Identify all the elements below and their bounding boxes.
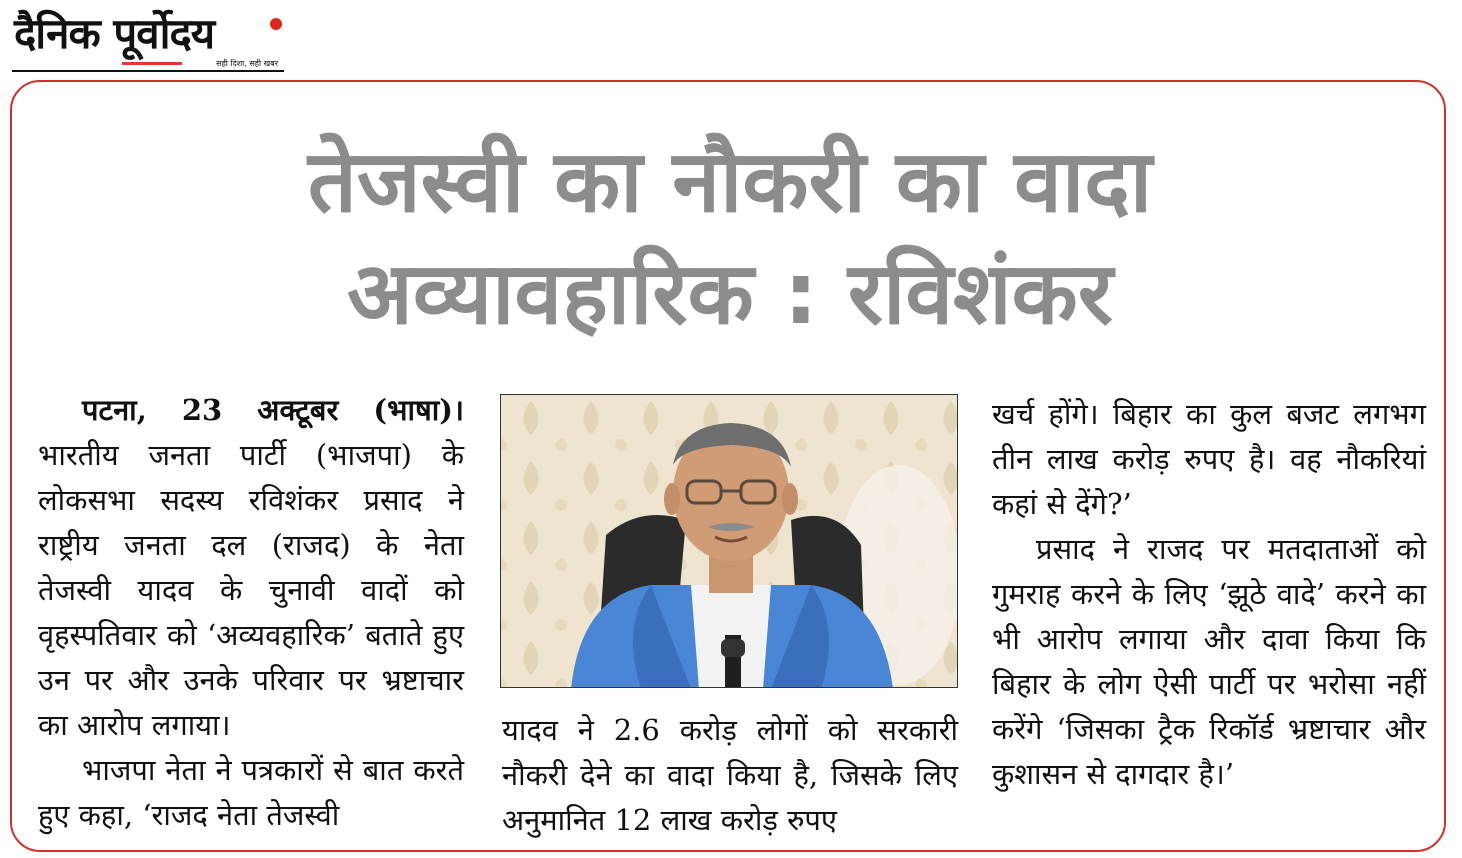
- photo-illustration: [501, 395, 958, 688]
- article-photo: [500, 394, 958, 688]
- paragraph-2-continued: यादव ने 2.6 करोड़ लोगों को सरकारी नौकरी देने का वादा किया है, जिसके लिए अनुमानित 12 लाख करोड़ रुपए: [502, 713, 958, 837]
- article-column-1: [38, 388, 464, 838]
- paragraph-2-end: खर्च होंगे। बिहार का कुल बजट लगभग तीन लाख करोड़ रुपए है। वह नौकरियां कहां से देंगे?’: [992, 397, 1426, 521]
- logo-accent-line: [122, 62, 182, 65]
- dateline: पटना, 23 अक्टूबर (भाषा)।: [82, 393, 464, 427]
- article-column-2: [502, 708, 958, 843]
- masthead: [12, 6, 284, 72]
- newspaper-logo: दैनिक पूर्वोदय: [14, 9, 215, 58]
- headline-line-1: तेजस्वी का नौकरी का वादा: [307, 132, 1153, 232]
- masthead-rule: [12, 70, 284, 72]
- paragraph-1: भारतीय जनता पार्टी (भाजपा) के लोकसभा सदस्य रविशंकर प्रसाद ने राष्ट्रीय जनता दल (राजद) के नेता तेजस्वी यादव के चुनावी वादों को वृहस्पतिवार को ‘अव्यवहारिक’ बताते हुए उन पर और उनके परिवार पर भ्रष्टाचार का आरोप लगाया।: [38, 438, 464, 742]
- headline-line-2: अव्यावहारिक : रविशंकर: [347, 244, 1113, 344]
- paragraph-2: भाजपा नेता ने पत्रकारों से बात करते हुए कहा, ‘राजद नेता तेजस्वी: [38, 753, 464, 832]
- newspaper-tagline: सही दिशा, सही खबर: [216, 59, 278, 68]
- logo-dot-icon: [270, 18, 282, 30]
- article-column-3: [992, 392, 1426, 797]
- paragraph-3: प्रसाद ने राजद पर मतदाताओं को गुमराह करने के लिए ‘झूठे वादे’ करने का भी आरोप लगाया और दावा किया कि बिहार के लोग ऐसी पार्टी पर भरोसा नहीं करेंगे ‘जिसका ट्रैक रिकॉर्ड भ्रष्टाचार और कुशासन से दागदार है।’: [992, 532, 1426, 791]
